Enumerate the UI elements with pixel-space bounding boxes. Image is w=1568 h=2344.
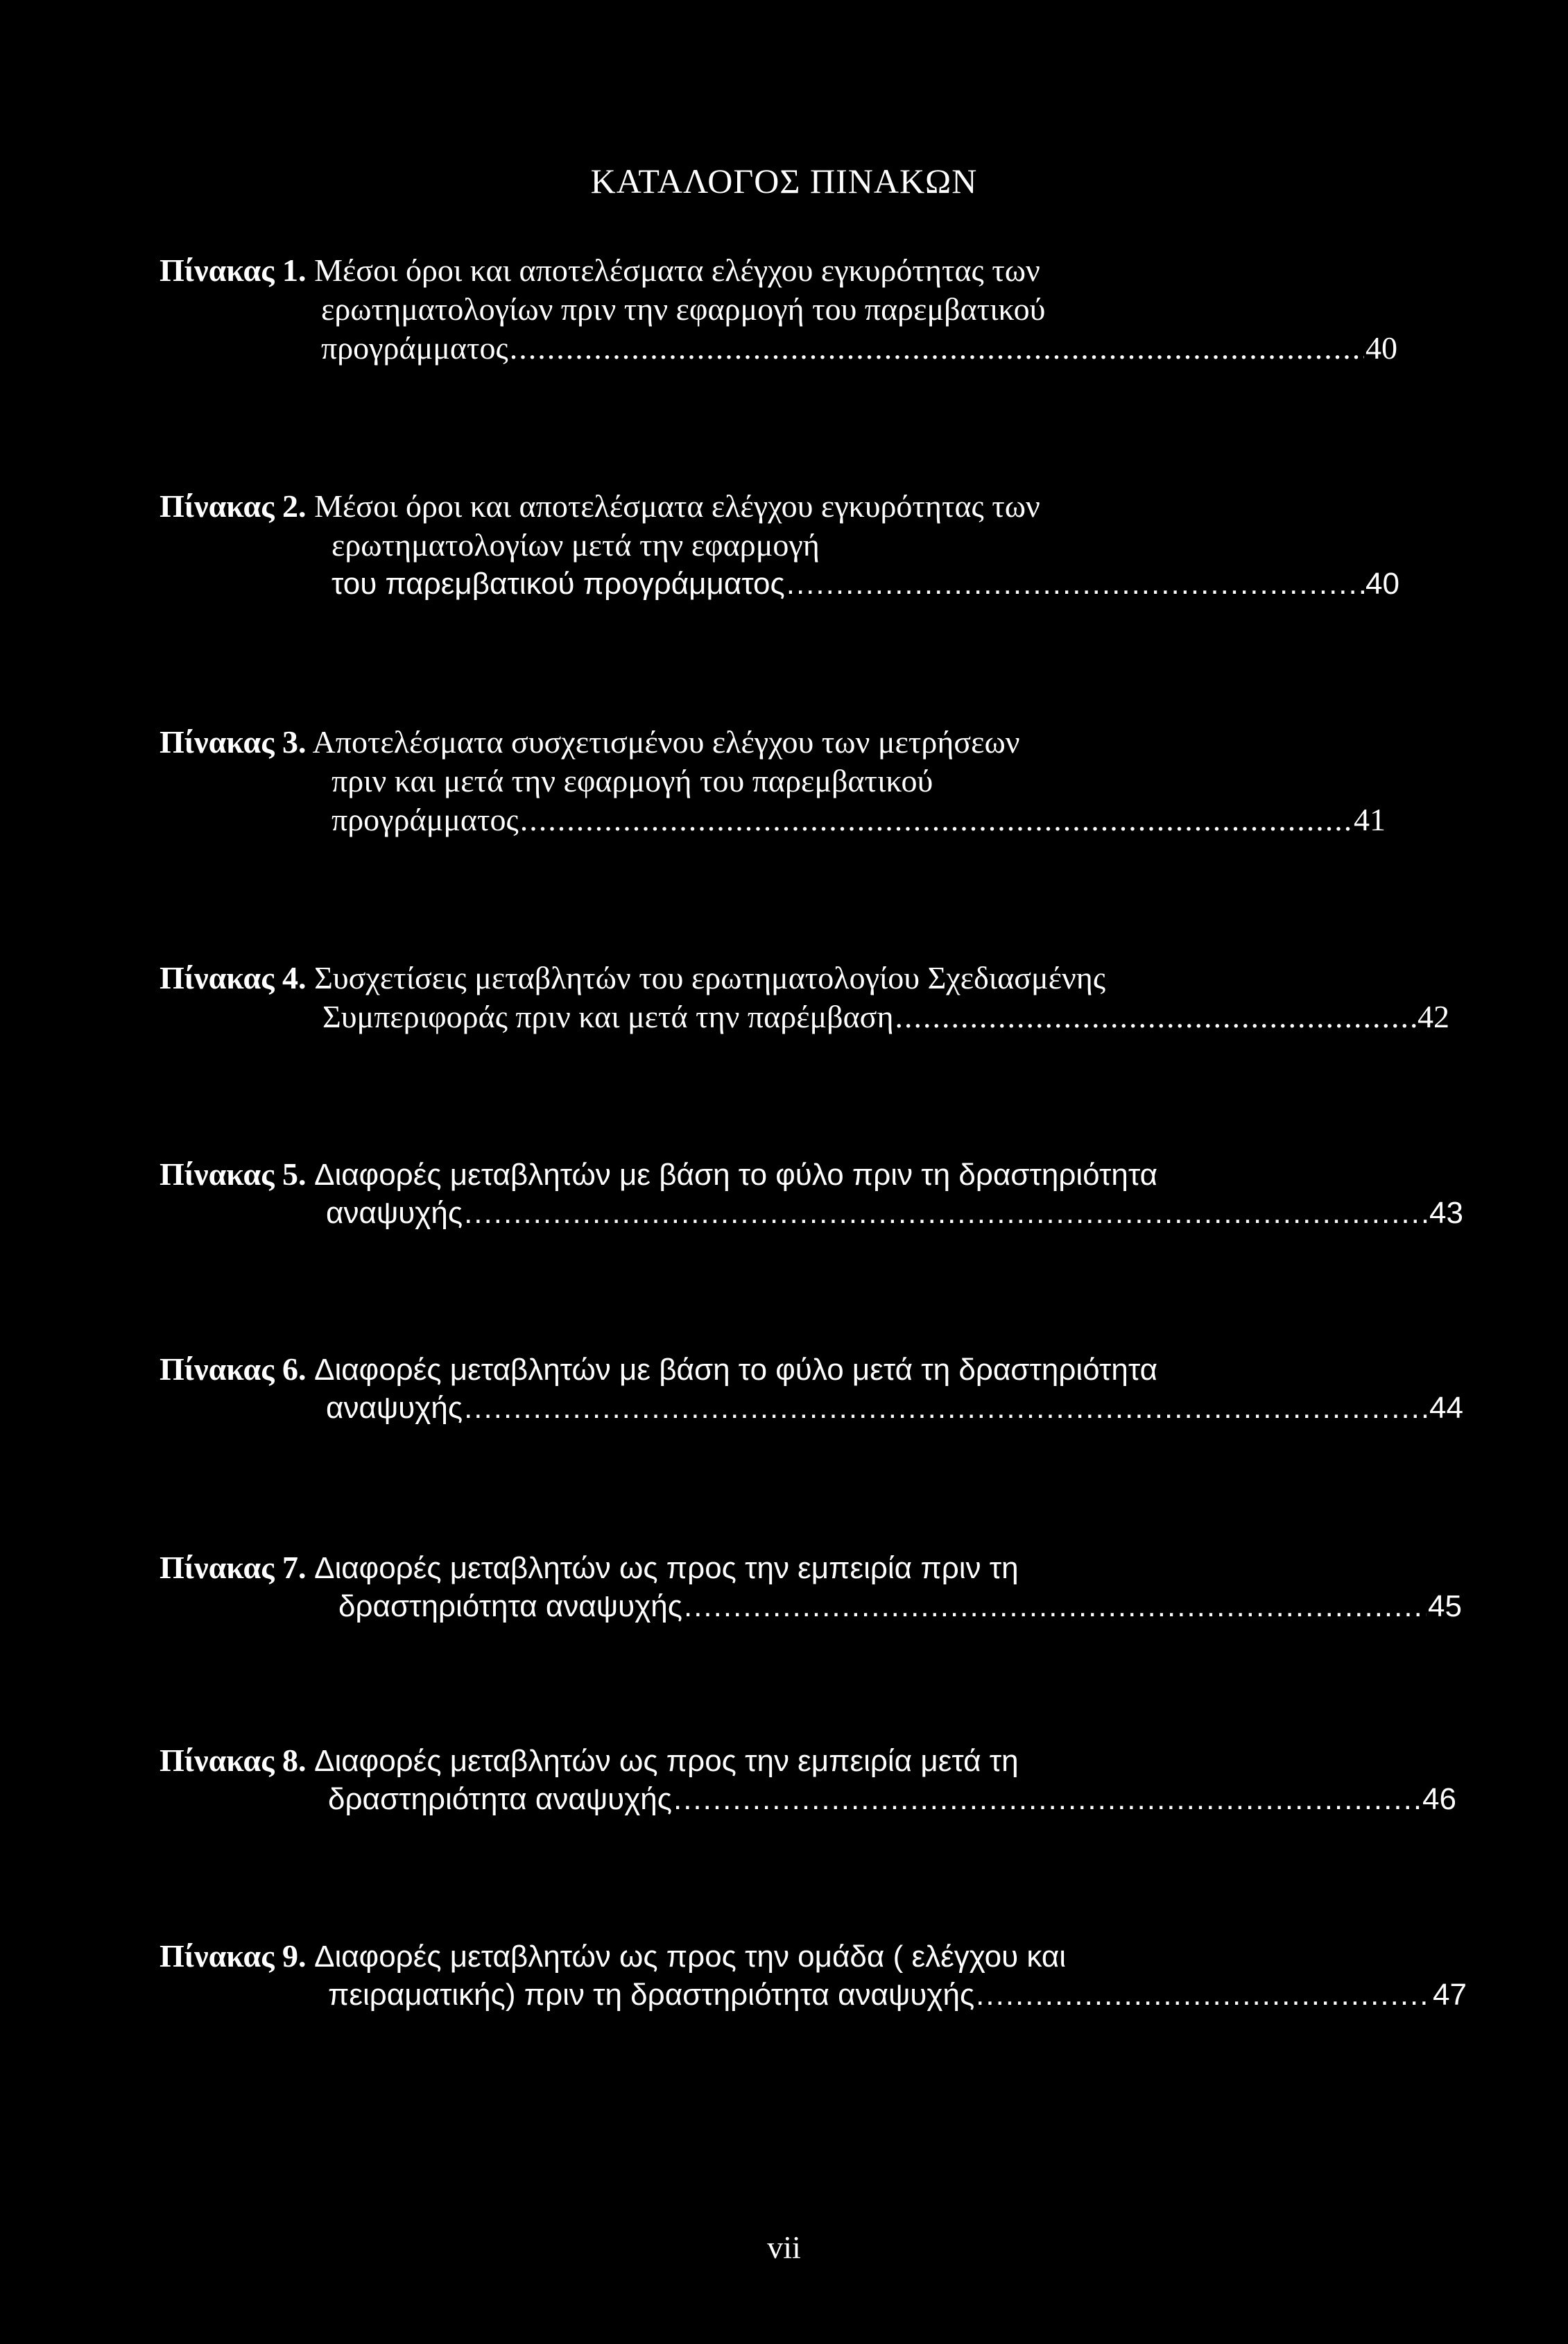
- toc-entry-text-line: Διαφορές μεταβλητών ως προς την εμπειρία μετά τη: [314, 1744, 1019, 1778]
- toc-entry-page: 40: [1365, 567, 1399, 601]
- dot-leader: [464, 1192, 1428, 1234]
- toc-entry-page: 40: [1365, 330, 1397, 366]
- toc-entry-text-line: του παρεμβατικού προγράμματος: [331, 567, 785, 601]
- toc-entry-text-line: ερωτηματολογίων πριν την εφαρμογή του παρεμβατικού: [321, 291, 1046, 327]
- toc-entry-text-line: Διαφορές μεταβλητών ως προς την ομάδα ( ελέγχου και: [314, 1940, 1067, 1974]
- toc-entry-text-line: Αποτελέσματα συσχετισμένου ελέγχου των μετρήσεων: [312, 724, 1020, 760]
- toc-entry-text-line: Διαφορές μεταβλητών με βάση το φύλο πριν τη δραστηριότητα: [314, 1158, 1158, 1192]
- dot-leader: [510, 327, 1364, 369]
- toc-entry-label: Πίνακας 3.: [160, 724, 307, 760]
- dot-leader: [976, 1974, 1431, 2016]
- toc-entry-page: 47: [1433, 1978, 1467, 2012]
- toc-entry-text-line: αναψυχής: [326, 1391, 463, 1425]
- toc-entry-text-line: προγράμματος: [321, 330, 508, 366]
- toc-entry-text-line: ερωτηματολογίων μετά την εφαρμογή: [331, 527, 820, 563]
- toc-entry-page: 41: [1354, 802, 1386, 837]
- toc-entry-page: 44: [1429, 1391, 1463, 1425]
- toc-entry-page: 45: [1428, 1589, 1462, 1623]
- page-title: ΚΑΤΑΛΟΓΟΣ ΠΙΝΑΚΩΝ: [590, 162, 978, 200]
- dot-leader: [684, 1586, 1427, 1627]
- toc-entry-label: Πίνακας 7.: [160, 1550, 307, 1585]
- toc-entry-text-line: αναψυχής: [326, 1196, 463, 1230]
- toc-entry-text-line: Διαφορές μεταβλητών με βάση το φύλο μετά τη δραστηριότητα: [314, 1353, 1158, 1387]
- dot-leader: [464, 1387, 1428, 1429]
- toc-entry-page: 43: [1429, 1196, 1463, 1230]
- toc-entry-text-line: δραστηριότητα αναψυχής: [328, 1782, 672, 1816]
- toc-entry-text-line: Συσχετίσεις μεταβλητών του ερωτηματολογίου Σχεδιασμένης: [314, 960, 1106, 995]
- toc-entry-text-line: δραστηριότητα αναψυχής: [338, 1589, 682, 1623]
- toc-entry-label: Πίνακας 6.: [160, 1351, 307, 1387]
- dot-leader: [673, 1779, 1421, 1820]
- page-number: vii: [767, 2230, 801, 2265]
- toc-entry-label: Πίνακας 2.: [160, 488, 307, 524]
- toc-entry-text-line: Μέσοι όροι και αποτελέσματα ελέγχου εγκυρότητας των: [314, 488, 1040, 524]
- dot-leader: [520, 799, 1352, 841]
- toc-entry-text-line: πριν και μετά την εφαρμογή του παρεμβατικού: [331, 763, 933, 798]
- toc-entry-label: Πίνακας 1.: [160, 253, 307, 288]
- toc-entry-label: Πίνακας 5.: [160, 1156, 307, 1192]
- toc-entry-page: 42: [1418, 999, 1449, 1034]
- toc-entry-label: Πίνακας 8.: [160, 1743, 307, 1778]
- toc-entry-text-line: Διαφορές μεταβλητών ως προς την εμπειρία πριν τη: [314, 1551, 1019, 1585]
- toc-entry-text-line: πειραματικής) πριν τη δραστηριότητα αναψυχής: [328, 1978, 975, 2012]
- dot-leader: [895, 996, 1416, 1038]
- toc-entry-label: Πίνακας 4.: [160, 960, 307, 995]
- toc-entry-text-line: προγράμματος: [331, 802, 519, 837]
- toc-entry-text-line: Μέσοι όροι και αποτελέσματα ελέγχου εγκυρότητας των: [314, 253, 1040, 288]
- toc-entry-label: Πίνακας 9.: [160, 1938, 307, 1974]
- dot-leader: [786, 563, 1364, 605]
- toc-entry-page: 46: [1422, 1782, 1456, 1816]
- toc-entry-text-line: Συμπεριφοράς πριν και μετά την παρέμβαση: [322, 999, 894, 1034]
